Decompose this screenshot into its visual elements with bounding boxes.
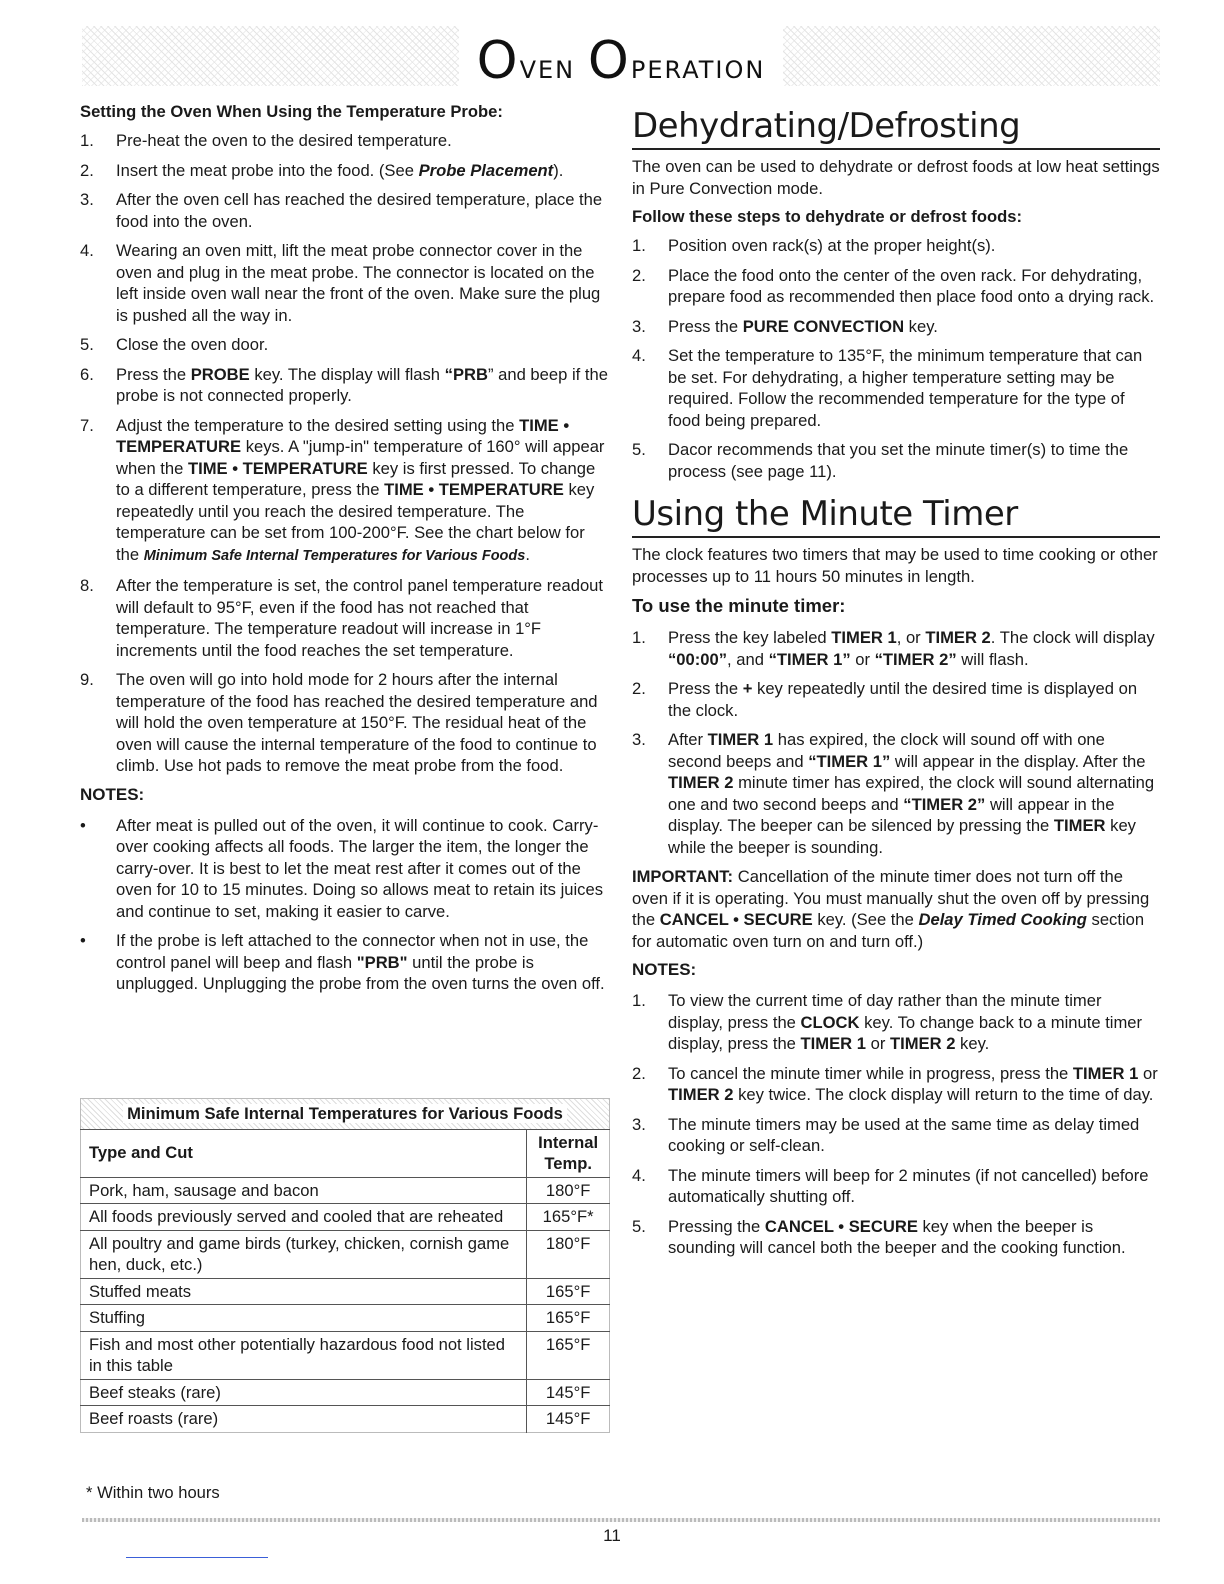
- step-text: Position oven rack(s) at the proper height(s).: [668, 236, 996, 255]
- note-text: To cancel the minute timer while in progress, press the: [668, 1063, 1073, 1083]
- note-number: 1.: [632, 991, 646, 1010]
- step-text: After the temperature is set, the control panel temperature readout will default to 95°F, even if the food has not reached that temperature. The temperature readout will increase in 1°F increments until the food reaches the set temperature.: [116, 576, 604, 660]
- step-text: key is first pressed. To change to a different temperature, press the: [116, 458, 596, 499]
- key-label: TIMER 1: [831, 628, 897, 647]
- delay-timed-cooking-reference: Delay Timed Cooking: [918, 910, 1087, 929]
- food-type-cell: All poultry and game birds (turkey, chicken, cornish game hen, duck, etc.): [81, 1230, 527, 1278]
- temp-cell: 165°F: [527, 1331, 610, 1379]
- right-column: [632, 104, 1160, 1267]
- list-item: [80, 364, 608, 407]
- list-item: [80, 160, 608, 182]
- table-title-text: Minimum Safe Internal Temperatures for Various Foods: [123, 1104, 567, 1123]
- note-text: or: [1138, 1063, 1158, 1083]
- step-number: 7.: [80, 415, 94, 435]
- footer-divider: [126, 1557, 268, 1558]
- title-rest-2: peration: [630, 47, 766, 87]
- step-number: 6.: [80, 364, 94, 384]
- bullet: •: [80, 815, 86, 835]
- food-type-cell: Beef roasts (rare): [81, 1406, 527, 1433]
- list-item: [80, 930, 608, 995]
- step-number: 8.: [80, 576, 94, 595]
- table-header-row: [81, 1129, 610, 1177]
- list-item: [80, 815, 608, 923]
- step-number: 9.: [80, 670, 94, 689]
- list-item: [80, 575, 608, 661]
- key-label: TIMER 1: [1072, 1063, 1139, 1083]
- important-text: Cancellation of the minute timer does not turn off the oven if it is operating. You must manually shut the oven off by pressing the: [632, 867, 1150, 929]
- table-row: [81, 1305, 610, 1332]
- temp-cell: 180°F: [527, 1230, 610, 1278]
- page-header: [82, 26, 1160, 91]
- step-text: After: [668, 730, 708, 749]
- table-title-row: [81, 1099, 610, 1130]
- step-number: 1.: [80, 131, 94, 150]
- temp-cell: 180°F: [527, 1177, 610, 1204]
- display-text: “00:00”: [668, 649, 728, 669]
- note-text: key when the beeper is sounding will cancel both the beeper and the cooking function.: [668, 1216, 1126, 1257]
- important-text: key. (See the: [812, 910, 919, 929]
- step-text: Insert the meat probe into the food. (See: [116, 160, 419, 180]
- timer-subheading: To use the minute timer:: [632, 595, 846, 616]
- step-text: will appear in the display. After the: [890, 751, 1146, 771]
- food-type-cell: Stuffed meats: [81, 1278, 527, 1305]
- title-cap-2: O: [587, 31, 631, 91]
- step-text: minute timer has expired, the clock will sound alternating one and two second beeps and: [668, 773, 1155, 814]
- list-item: [80, 334, 608, 356]
- temp-cell: 165°F: [527, 1278, 610, 1305]
- step-number: 3.: [80, 190, 94, 209]
- dehydrating-steps-heading: Follow these steps to dehydrate or defrost foods:: [632, 207, 1022, 226]
- probe-steps: [80, 130, 608, 777]
- probe-heading: Setting the Oven When Using the Temperature Probe:: [80, 102, 503, 121]
- temp-cell: 145°F: [527, 1406, 610, 1433]
- note-text: The minute timers will beep for 2 minutes (if not cancelled) before automatically shutting off.: [668, 1165, 1149, 1206]
- note-text: After meat is pulled out of the oven, it will continue to cook. Carry-over cooking affects all foods. The larger the item, the longer the carry-over. It is best to let the meat rest after it comes out of the oven for 10 to 15 minutes. Doing so allows meat to retain its juices and continue to set, making it easier to carve.: [116, 815, 603, 921]
- note-text: To view the current time of day rather than the minute timer display, press the: [668, 991, 1102, 1032]
- notes-heading: NOTES:: [80, 784, 145, 804]
- note-number: 3.: [632, 1114, 646, 1134]
- table-row: [81, 1379, 610, 1406]
- left-column: [80, 102, 608, 1003]
- food-type-cell: Fish and most other potentially hazardous food not listed in this table: [81, 1331, 527, 1379]
- step-text: will flash.: [956, 649, 1029, 669]
- step-text: Press the: [116, 364, 191, 384]
- list-item: [632, 1165, 1160, 1208]
- step-text: Pre-heat the oven to the desired temperature.: [116, 131, 452, 150]
- step-text: Place the food onto the center of the oven rack. For dehydrating, prepare food as recommended then place food onto a drying rack.: [668, 265, 1155, 306]
- key-label: CANCEL • SECURE: [764, 1216, 918, 1236]
- step-text: keys. A "jump-in" temperature of 160° will appear when the: [116, 437, 605, 478]
- cancel-secure-key-label: CANCEL • SECURE: [659, 910, 813, 929]
- display-text: “TIMER 2”: [874, 649, 957, 669]
- list-item: [632, 990, 1160, 1055]
- table-row: [81, 1331, 610, 1379]
- step-text: The oven will go into hold mode for 2 hours after the internal temperature of the food has reached the desired temperature and will hold the oven temperature at 150°F. The residual heat of the oven will cause the internal temperature of the food to continue to climb. Use hot pads to remove the meat probe from the food.: [116, 670, 598, 775]
- note-text: until the probe is unplugged. Unplugging the probe from the oven turns the oven off.: [116, 952, 605, 993]
- timer-steps: [632, 627, 1160, 858]
- probe-placement-reference: Probe Placement: [418, 160, 554, 180]
- important-text: section for automatic oven turn on and turn off.): [632, 910, 1145, 951]
- plus-key-label: +: [742, 679, 753, 698]
- step-text: or: [850, 649, 875, 669]
- step-text: Adjust the temperature to the desired setting using the: [116, 415, 520, 435]
- step-number: 5.: [80, 335, 94, 354]
- step-text: Set the temperature to 135°F, the minimum temperature that can be set. For dehydrating, a higher temperature setting may be required. Follow the recommended temperature for the type of food being prepared.: [668, 346, 1143, 430]
- note-text: The minute timers may be used at the same time as delay timed cooking or self-clean.: [668, 1114, 1140, 1155]
- key-label: TIME • TEMPERATURE: [384, 480, 564, 499]
- step-number: 2.: [632, 265, 646, 285]
- note-text: key. To change back to a minute timer display, press the: [668, 1012, 1143, 1053]
- timer-notes: [632, 990, 1160, 1259]
- list-item: [632, 235, 1160, 257]
- list-item: [632, 439, 1160, 482]
- step-text: Press the: [668, 679, 743, 698]
- note-text: or: [865, 1034, 890, 1053]
- key-label: TIMER: [1053, 816, 1106, 835]
- column-header-type: Type and Cut: [81, 1129, 527, 1177]
- title-cap-1: O: [476, 31, 520, 91]
- note-number: 4.: [632, 1165, 646, 1185]
- note-number: 2.: [632, 1063, 646, 1083]
- important-label: IMPORTANT:: [632, 867, 734, 886]
- step-text: key repeatedly until you reach the desired temperature. The temperature can be set from 100-200°F. See the chart below for the: [116, 480, 595, 564]
- table-row: [81, 1204, 610, 1231]
- step-text: has expired, the clock will sound off with one second beeps and: [668, 730, 1105, 771]
- table-row: [81, 1278, 610, 1305]
- table-footnote: * Within two hours: [86, 1483, 220, 1502]
- display-text: “TIMER 1”: [768, 649, 851, 669]
- food-type-cell: Stuffing: [81, 1305, 527, 1332]
- key-label: TIME • TEMPERATURE: [116, 415, 570, 456]
- note-text: key twice. The clock display will return to the time of day.: [733, 1085, 1154, 1104]
- prb-display-text: “PRB: [444, 364, 488, 384]
- timer-intro: The clock features two timers that may be used to time cooking or other processes up to 11 hours 50 minutes in length.: [632, 545, 1158, 586]
- footer-rule: [82, 1518, 1160, 1522]
- probe-notes: [80, 815, 608, 995]
- safe-temperatures-table: [80, 1098, 610, 1433]
- list-item: [632, 265, 1160, 308]
- key-label: TIMER 2: [925, 628, 991, 647]
- key-label: TIMER 2: [889, 1034, 956, 1053]
- list-item: [632, 627, 1160, 670]
- key-label: CLOCK: [800, 1012, 860, 1032]
- dehydrating-steps: [632, 235, 1160, 482]
- food-type-cell: All foods previously served and cooled that are reheated: [81, 1204, 527, 1231]
- key-label: TIMER 1: [707, 730, 774, 749]
- step-number: 4.: [632, 346, 646, 365]
- dehydrating-title: Dehydrating/Defrosting: [632, 104, 1160, 150]
- step-text: key. The display will flash: [249, 364, 445, 384]
- step-number: 3.: [632, 730, 646, 749]
- temp-cell: 165°F*: [527, 1204, 610, 1231]
- food-type-cell: Pork, ham, sausage and bacon: [81, 1177, 527, 1204]
- key-label: TIMER 1: [800, 1034, 866, 1053]
- step-text: .: [525, 544, 530, 564]
- probe-key-label: PROBE: [190, 364, 250, 384]
- food-type-cell: Beef steaks (rare): [81, 1379, 527, 1406]
- note-text: key.: [955, 1034, 990, 1053]
- list-item: [632, 345, 1160, 431]
- page-title: [459, 22, 784, 106]
- timer-notes-heading: NOTES:: [632, 960, 697, 979]
- step-number: 4.: [80, 241, 94, 260]
- step-text: ).: [553, 160, 564, 180]
- dehydrating-intro: The oven can be used to dehydrate or defrost foods at low heat settings in Pure Convection mode.: [632, 157, 1160, 198]
- step-number: 3.: [632, 316, 646, 336]
- step-number: 2.: [80, 160, 94, 180]
- important-note: [632, 866, 1160, 952]
- timer-title: Using the Minute Timer: [632, 492, 1160, 538]
- step-number: 2.: [632, 679, 646, 698]
- title-rest-1: ven: [519, 47, 588, 87]
- temp-cell: 145°F: [527, 1379, 610, 1406]
- step-text: key while the beeper is sounding.: [668, 816, 1136, 857]
- list-item: [80, 415, 608, 568]
- step-text: , and: [727, 649, 769, 669]
- display-text: “TIMER 1”: [808, 751, 891, 771]
- step-text: , or: [896, 628, 926, 647]
- step-text: ” and beep if the probe is not connected properly.: [116, 364, 608, 405]
- note-text: Pressing the: [668, 1216, 765, 1236]
- table-row: [81, 1230, 610, 1278]
- page-number: 11: [603, 1526, 621, 1545]
- list-item: [632, 1063, 1160, 1106]
- temp-cell: 165°F: [527, 1305, 610, 1332]
- bullet: •: [80, 931, 86, 950]
- table-row: [81, 1406, 610, 1433]
- table-row: [81, 1177, 610, 1204]
- list-item: [80, 669, 608, 777]
- list-item: [632, 729, 1160, 858]
- step-text: key repeatedly until the desired time is displayed on the clock.: [668, 679, 1138, 720]
- step-text: Press the key labeled: [668, 628, 832, 647]
- pure-convection-key-label: PURE CONVECTION: [742, 316, 905, 336]
- list-item: [632, 1216, 1160, 1259]
- table-title: [81, 1099, 610, 1130]
- step-text: Dacor recommends that you set the minute timer(s) to time the process (see page 11).: [668, 440, 1129, 481]
- list-item: [80, 240, 608, 326]
- step-text: Close the oven door.: [116, 335, 269, 354]
- list-item: [632, 316, 1160, 338]
- step-number: 1.: [632, 628, 646, 647]
- list-item: [80, 189, 608, 232]
- note-text: If the probe is left attached to the connector when not in use, the control panel will beep and flash: [116, 931, 589, 972]
- key-label: TIMER 2: [668, 1085, 734, 1104]
- step-text: Press the: [668, 316, 743, 336]
- column-header-temp: Internal Temp.: [527, 1129, 610, 1177]
- step-text: will appear in the display. The beeper can be silenced by pressing the: [668, 794, 1115, 835]
- prb-display-text: "PRB": [356, 952, 408, 972]
- list-item: [632, 678, 1160, 721]
- list-item: [632, 1114, 1160, 1157]
- key-label: TIME • TEMPERATURE: [187, 458, 368, 478]
- list-item: [80, 130, 608, 152]
- step-text: key.: [904, 316, 938, 336]
- key-label: TIMER 2: [668, 773, 734, 792]
- note-number: 5.: [632, 1216, 646, 1236]
- step-text: Wearing an oven mitt, lift the meat probe connector cover in the oven and plug in the meat probe. The connector is located on the left inside oven wall near the front of the oven. Make sure the plug is pushed all the way in.: [116, 241, 601, 325]
- step-text: . The clock will display: [990, 628, 1155, 647]
- chart-reference: Minimum Safe Internal Temperatures for Various Foods: [143, 547, 526, 564]
- step-number: 1.: [632, 236, 646, 255]
- step-text: After the oven cell has reached the desired temperature, place the food into the oven.: [116, 190, 603, 231]
- step-number: 5.: [632, 440, 646, 459]
- display-text: “TIMER 2”: [903, 794, 986, 814]
